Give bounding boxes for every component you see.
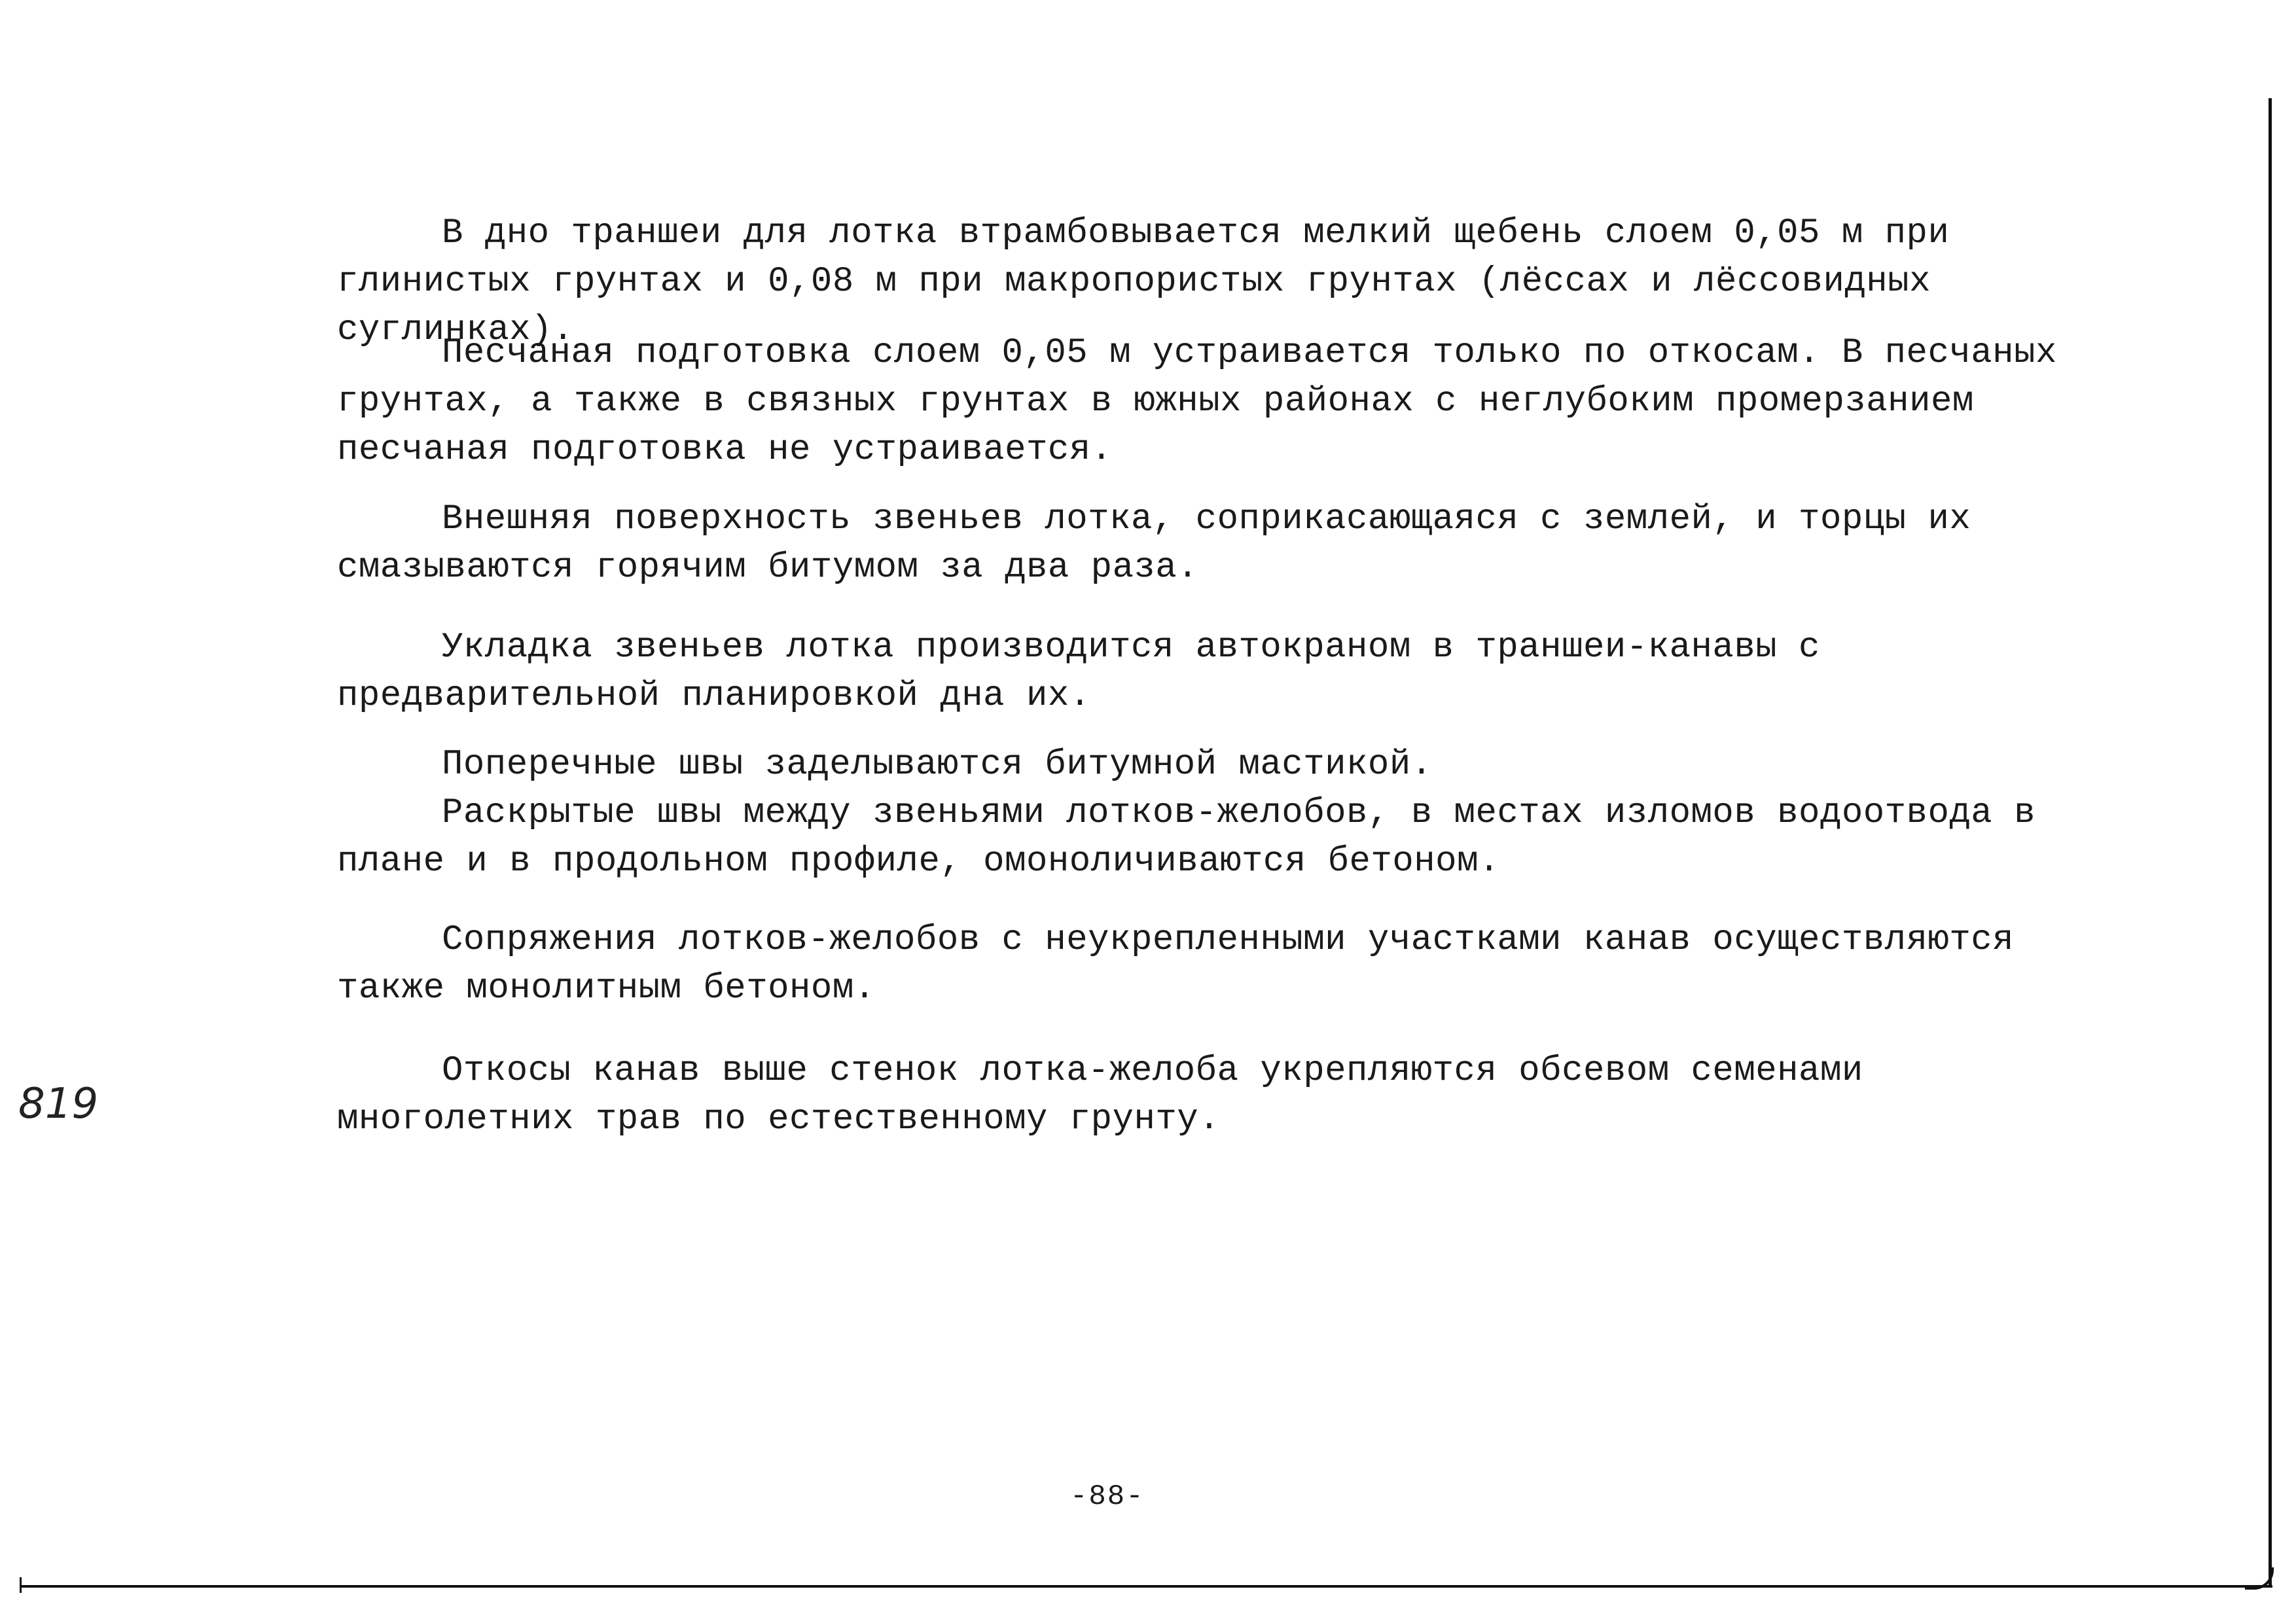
- page-number: -88-: [1070, 1480, 1145, 1513]
- margin-sheet-number: 819: [18, 1080, 99, 1128]
- paragraph: Поперечные швы заделываются битумной мастикой.: [442, 745, 1433, 785]
- paragraph: Раскрытые швы между звеньями лотков-желобов, в местах изломов водоотвода в плане и в продольном профиле, омоноличиваются бетоном.: [337, 793, 2036, 882]
- paragraph-block-3: [337, 495, 2104, 592]
- frame-left-tick: [20, 1577, 22, 1593]
- paragraph: В дно траншеи для лотка втрамбовывается мелкий щебень слоем 0,05 м при глинистых грунтах и 0,08 м при макропористых грунтах (лёссах и лёссовидных суглинках).: [337, 213, 1950, 350]
- paragraph-block-7: [337, 916, 2104, 1013]
- paragraph: Откосы канав выше стенок лотка-желоба укрепляются обсевом семенами многолетних трав по естественному грунту.: [337, 1051, 1863, 1139]
- paragraph: Песчаная подготовка слоем 0,05 м устраивается только по откосам. В песчаных грунтах, а также в связных грунтах в южных районах с неглубоким промерзанием песчаная подготовка не устраивается.: [337, 333, 2057, 470]
- frame-bottom-border: [21, 1585, 2272, 1588]
- paragraph: Сопряжения лотков-желобов с неукрепленными участками канав осуществляются также монолитным бетоном.: [337, 920, 2015, 1008]
- paragraph-block-4: [337, 624, 2104, 721]
- frame-right-border: [2269, 98, 2272, 1585]
- paragraph-block-2: [337, 329, 2104, 474]
- paragraph-block-5: [337, 741, 2104, 789]
- paragraph-block-8: [337, 1047, 2104, 1144]
- paragraph: Укладка звеньев лотка производится автокраном в траншеи-канавы с предварительной планировкой дна их.: [337, 628, 1820, 716]
- paragraph: Внешняя поверхность звеньев лотка, соприкасающаяся с землей, и торцы их смазываются горячим битумом за два раза.: [337, 499, 1971, 588]
- paragraph-block-6: [337, 789, 2104, 886]
